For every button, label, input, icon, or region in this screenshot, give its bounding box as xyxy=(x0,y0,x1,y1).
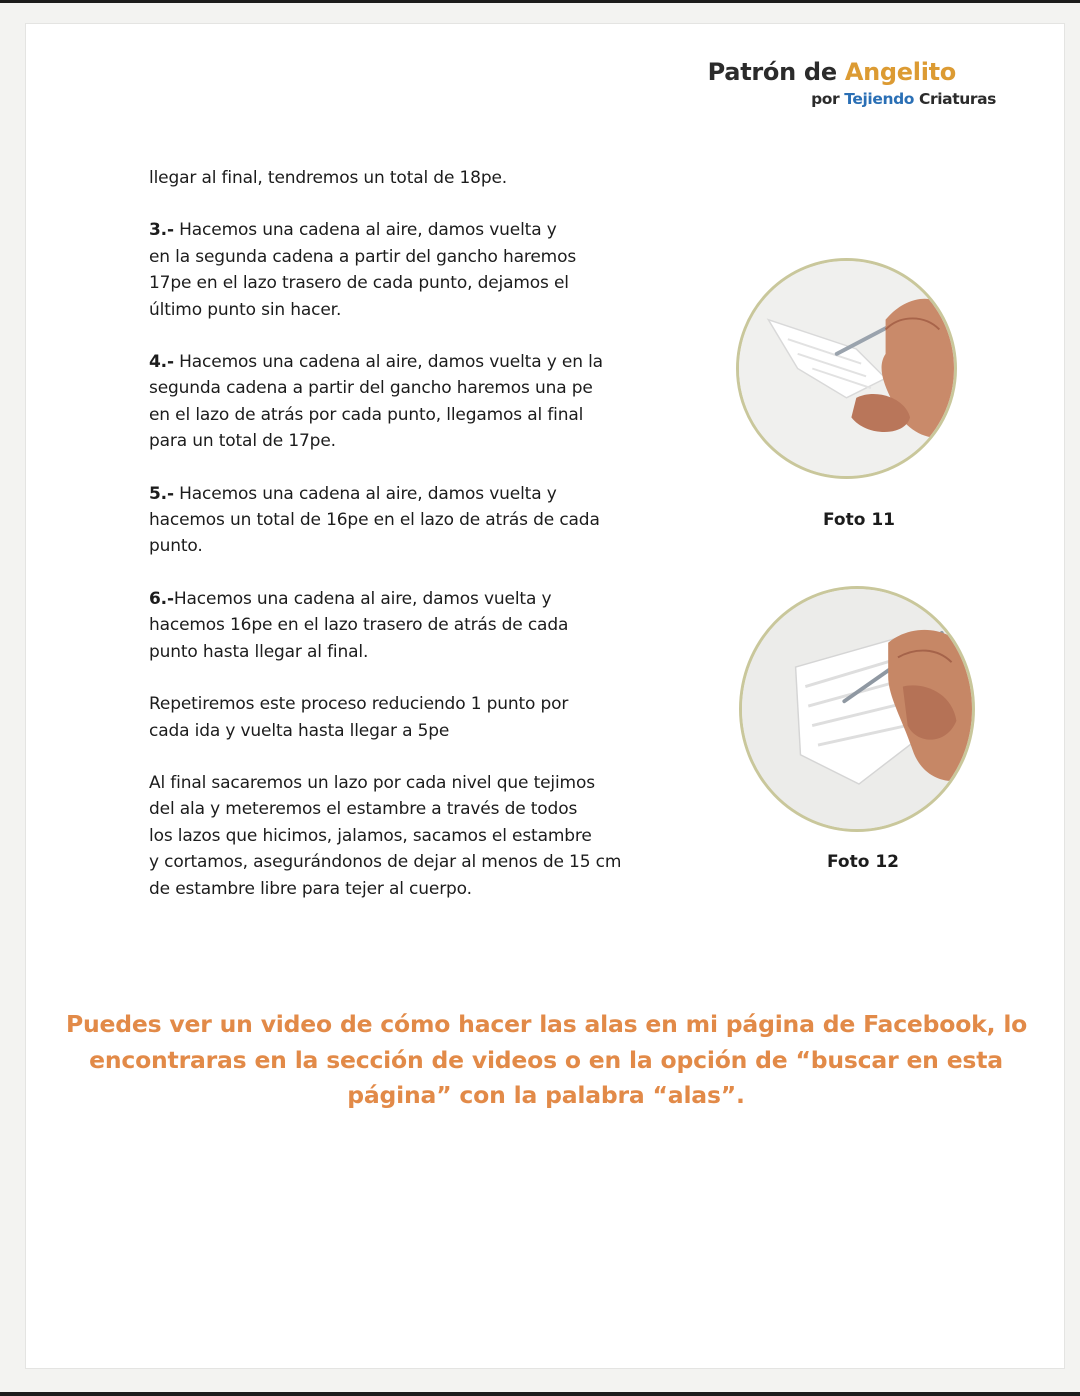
step-5-paragraph xyxy=(149,481,669,560)
text-line: para un total de 17pe. xyxy=(149,431,336,452)
text-line: punto. xyxy=(149,536,203,557)
pattern-title xyxy=(708,58,956,86)
text-line: hacemos un total de 16pe en el lazo de atrás de cada xyxy=(149,510,600,531)
text-line xyxy=(149,586,669,612)
text-line xyxy=(149,481,669,507)
note-line: encontraras en la sección de videos o en la opción de “buscar en esta xyxy=(89,1045,1003,1074)
text-line xyxy=(149,349,669,375)
text-line: segunda cadena a partir del gancho haremos una pe xyxy=(149,378,593,399)
final-paragraph xyxy=(149,770,669,902)
text-line: y cortamos, asegurándonos de dejar al menos de 15 cm xyxy=(149,852,622,873)
pattern-subtitle-prefix: por xyxy=(811,90,845,108)
repeat-paragraph xyxy=(149,691,669,744)
step-text: Hacemos una cadena al aire, damos vuelta y en la xyxy=(173,352,603,373)
step-text: Hacemos una cadena al aire, damos vuelta y xyxy=(173,220,557,241)
step-number: 4.- xyxy=(149,352,174,373)
text-line: en la segunda cadena a partir del gancho haremos xyxy=(149,246,577,267)
step-3-paragraph xyxy=(149,217,669,323)
photo-12-caption: Foto 12 xyxy=(827,852,899,872)
step-number: 6.- xyxy=(149,588,174,609)
text-line: 17pe en el lazo trasero de cada punto, dejamos el xyxy=(149,273,569,294)
pattern-subtitle xyxy=(811,90,996,108)
step-4-paragraph xyxy=(149,349,669,455)
text-line: Repetiremos este proceso reduciendo 1 punto por xyxy=(149,694,569,715)
pattern-title-prefix: Patrón de xyxy=(707,58,845,86)
step-text: Hacemos una cadena al aire, damos vuelta y xyxy=(173,588,552,609)
pattern-title-accent: Angelito xyxy=(844,58,956,86)
text-line: en el lazo de atrás por cada punto, llegamos al final xyxy=(149,404,584,425)
crochet-wing-photo-icon xyxy=(739,261,954,476)
text-line xyxy=(149,217,669,243)
text-line: punto hasta llegar al final. xyxy=(149,641,369,662)
bottom-border xyxy=(0,1392,1080,1396)
step-6-paragraph xyxy=(149,586,669,665)
photo-12-image xyxy=(739,586,975,832)
text-line: hacemos 16pe en el lazo trasero de atrás de cada xyxy=(149,615,569,636)
step-number: 5.- xyxy=(149,483,174,504)
photo-11-image xyxy=(736,258,957,479)
crochet-wing-photo-icon xyxy=(742,589,972,829)
step-number: 3.- xyxy=(149,220,174,241)
text-line: llegar al final, tendremos un total de 18pe. xyxy=(149,168,508,188)
text-line: cada ida y vuelta hasta llegar a 5pe xyxy=(149,720,450,741)
step-text: Hacemos una cadena al aire, damos vuelta y xyxy=(173,483,557,504)
facebook-video-note xyxy=(66,1007,1026,1114)
text-line: Al final sacaremos un lazo por cada nivel que tejimos xyxy=(149,772,595,793)
top-border xyxy=(0,0,1080,3)
pattern-subtitle-suffix: Criaturas xyxy=(914,90,996,108)
note-line: Puedes ver un video de cómo hacer las alas en mi página de Facebook, lo xyxy=(66,1010,1028,1038)
instructions-text xyxy=(149,165,669,928)
text-line: de estambre libre para tejer al cuerpo. xyxy=(149,878,472,899)
text-line: del ala y meteremos el estambre a través de todos xyxy=(149,799,578,820)
photo-11-caption: Foto 11 xyxy=(823,510,895,530)
document-page xyxy=(25,23,1065,1369)
note-line: página” con la palabra “alas”. xyxy=(347,1081,745,1109)
text-line: los lazos que hicimos, jalamos, sacamos el estambre xyxy=(149,825,592,846)
intro-paragraph xyxy=(149,165,669,191)
pattern-subtitle-accent: Tejiendo xyxy=(844,90,915,108)
text-line: último punto sin hacer. xyxy=(149,299,342,320)
